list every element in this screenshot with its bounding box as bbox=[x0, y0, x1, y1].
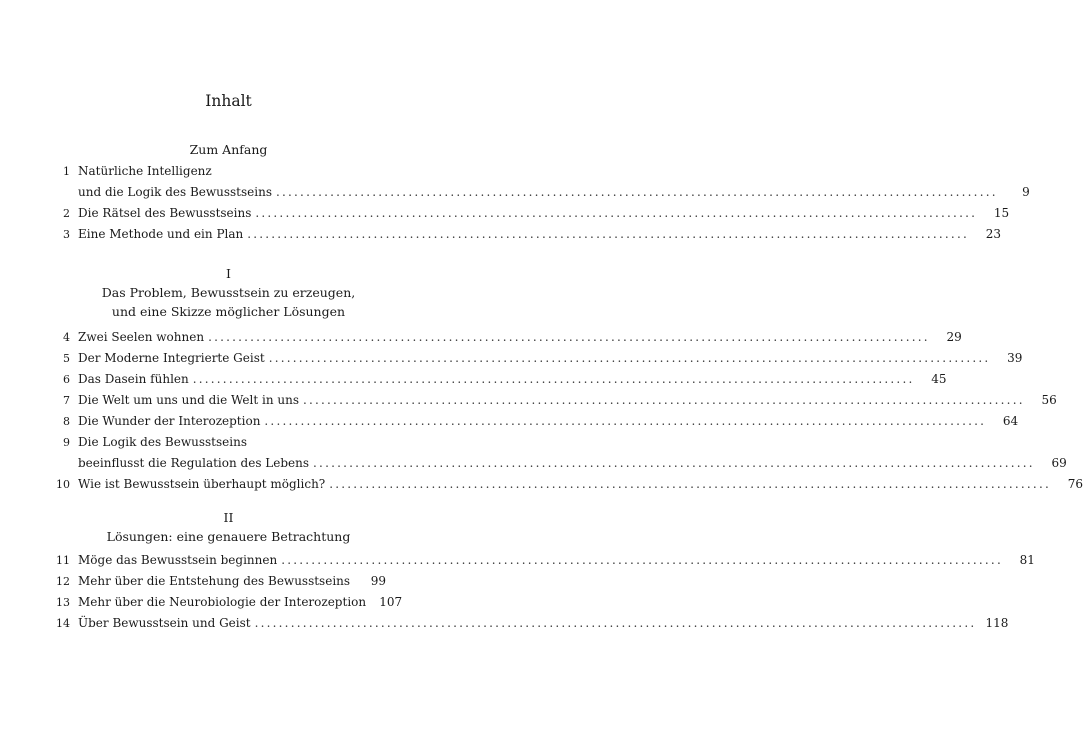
toc-entry[interactable] bbox=[50, 372, 947, 393]
toc-entry[interactable] bbox=[50, 164, 1030, 206]
leader-dots: ........................................................................................................................ bbox=[329, 477, 1051, 491]
chapter-number: 7 bbox=[63, 394, 70, 407]
page-title: Inhalt bbox=[205, 92, 252, 110]
toc-section-zum-anfang bbox=[50, 164, 1030, 248]
leader-dots: ........................................................................................................................ bbox=[302, 393, 1025, 407]
toc-entry[interactable] bbox=[50, 595, 403, 616]
page-number: 56 bbox=[1041, 393, 1057, 407]
chapter-title-line: Mehr über die Neurobiologie der Interozeption bbox=[78, 595, 367, 609]
chapter-title-line: Der Moderne Integrierte Geist bbox=[78, 351, 265, 365]
chapter-number: 3 bbox=[63, 228, 70, 241]
page-number: 23 bbox=[985, 227, 1001, 241]
section-heading bbox=[0, 264, 457, 321]
page-number: 39 bbox=[1007, 351, 1023, 365]
section-heading-line: Das Problem, Bewusstsein zu erzeugen, bbox=[101, 285, 356, 300]
leader-dots: ........................................................................................................................ bbox=[247, 227, 969, 241]
chapter-number: 11 bbox=[56, 554, 70, 567]
section-heading bbox=[0, 140, 457, 159]
chapter-title-line: Eine Methode und ein Plan bbox=[78, 227, 244, 241]
page-number: 64 bbox=[1002, 414, 1019, 428]
toc-section-part-2 bbox=[50, 553, 1035, 637]
toc-entry[interactable] bbox=[50, 351, 1023, 372]
toc-entry[interactable] bbox=[50, 227, 1001, 248]
chapter-number: 2 bbox=[63, 207, 70, 220]
page-number: 9 bbox=[1022, 185, 1030, 199]
chapter-number: 8 bbox=[63, 415, 70, 428]
part-numeral: II bbox=[223, 510, 234, 525]
chapter-title-line: beeinflusst die Regulation des Lebens bbox=[78, 456, 310, 470]
page-number: 69 bbox=[1051, 456, 1067, 470]
leader-dots: ........................................................................................................................ bbox=[268, 351, 991, 365]
page-number: 29 bbox=[946, 330, 962, 344]
chapter-title-line: Möge das Bewusstsein beginnen bbox=[78, 553, 278, 567]
toc-entry[interactable] bbox=[50, 574, 387, 595]
toc-entry[interactable] bbox=[50, 393, 1057, 414]
leader-dots: ........................................................................................................................ bbox=[276, 185, 998, 199]
chapter-title-line: Die Welt um uns und die Welt in uns bbox=[78, 393, 299, 407]
chapter-number: 6 bbox=[63, 373, 70, 386]
page-number: 15 bbox=[993, 206, 1010, 220]
page-number: 81 bbox=[1019, 553, 1035, 567]
page-number: 99 bbox=[370, 574, 387, 588]
leader-dots: ........................................................................................................................ bbox=[254, 616, 977, 630]
leader-dots: ........................................................................................................................ bbox=[208, 330, 930, 344]
page-number: 107 bbox=[379, 595, 403, 609]
chapter-number: 5 bbox=[63, 352, 70, 365]
toc-entry[interactable] bbox=[50, 553, 1035, 574]
chapter-number: 10 bbox=[56, 478, 70, 491]
chapter-number: 4 bbox=[63, 331, 70, 344]
section-heading-line: und eine Skizze möglicher Lösungen bbox=[111, 304, 346, 319]
page-number: 45 bbox=[931, 372, 947, 386]
page-number: 76 bbox=[1067, 477, 1083, 491]
toc-entry[interactable] bbox=[50, 477, 1083, 498]
chapter-number: 13 bbox=[56, 596, 70, 609]
chapter-title-line: Die Logik des Bewusstseins bbox=[78, 435, 247, 449]
chapter-title-line: Die Wunder der Interozeption bbox=[78, 414, 261, 428]
toc-entry[interactable] bbox=[50, 616, 1009, 637]
chapter-number: 1 bbox=[63, 165, 70, 178]
chapter-title-line: Über Bewusstsein und Geist bbox=[78, 616, 251, 630]
chapter-title-line: Natürliche Intelligenz bbox=[78, 164, 212, 178]
leader-dots: ........................................................................................................................ bbox=[192, 372, 915, 386]
chapter-title-line: Zwei Seelen wohnen bbox=[78, 330, 205, 344]
chapter-title-line: Die Rätsel des Bewusstseins bbox=[78, 206, 252, 220]
page-number: 118 bbox=[985, 616, 1009, 630]
section-heading-line: Lösungen: eine genauere Betrachtung bbox=[106, 529, 351, 544]
chapter-title-line: Wie ist Bewusstsein überhaupt möglich? bbox=[78, 477, 326, 491]
chapter-number: 12 bbox=[56, 575, 70, 588]
chapter-title-line: Mehr über die Entstehung des Bewusstseins bbox=[78, 574, 351, 588]
toc-entry[interactable] bbox=[50, 330, 962, 351]
leader-dots: ........................................................................................................................ bbox=[281, 553, 1003, 567]
chapter-number: 14 bbox=[56, 617, 70, 630]
toc-entry[interactable] bbox=[50, 435, 1067, 477]
leader-dots: ........................................................................................................................ bbox=[255, 206, 978, 220]
section-heading-line: Zum Anfang bbox=[189, 142, 268, 157]
leader-dots: ........................................................................................................................ bbox=[264, 414, 987, 428]
leader-dots: ........................................................................................................................ bbox=[313, 456, 1035, 470]
toc-section-part-1 bbox=[50, 330, 1083, 498]
part-numeral: I bbox=[226, 266, 231, 281]
toc-entry[interactable] bbox=[50, 414, 1019, 435]
chapter-title-line: Das Dasein fühlen bbox=[78, 372, 189, 386]
chapter-title-line: und die Logik des Bewusstseins bbox=[78, 185, 272, 199]
section-heading bbox=[0, 508, 457, 546]
toc-entry[interactable] bbox=[50, 206, 1010, 227]
chapter-number: 9 bbox=[63, 436, 70, 449]
